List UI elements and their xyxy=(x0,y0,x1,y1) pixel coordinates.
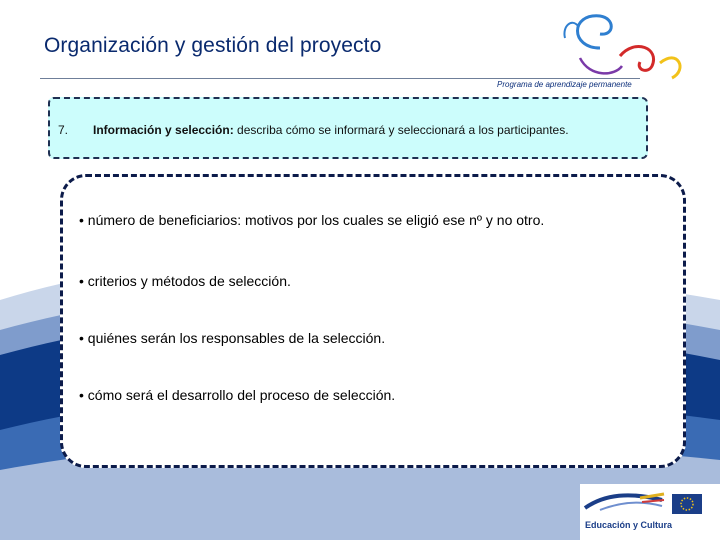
eu-logo xyxy=(580,484,720,540)
list-item: • número de beneficiarios: motivos por los cuales se eligió ese nº y no otro. xyxy=(79,212,545,228)
info-number: 7. xyxy=(58,123,69,137)
list-item: • quiénes serán los responsables de la selección. xyxy=(79,330,386,346)
page-title: Organización y gestión del proyecto xyxy=(44,34,382,57)
education-culture-wave-icon xyxy=(580,484,720,520)
swirl-logo-icon xyxy=(560,8,690,88)
info-heading: Información y selección: xyxy=(93,123,234,137)
info-description: describa cómo se informará y seleccionará a los participantes. xyxy=(233,123,569,137)
title-divider xyxy=(40,78,640,79)
program-logo-text: Programa de aprendizaje permanente xyxy=(497,80,632,89)
eu-logo-caption: Educación y Cultura xyxy=(585,520,673,530)
list-item: • cómo será el desarrollo del proceso de selección. xyxy=(79,387,396,403)
info-text xyxy=(93,123,569,137)
list-item: • criterios y métodos de selección. xyxy=(79,273,291,289)
eu-flag-icon xyxy=(672,494,702,514)
